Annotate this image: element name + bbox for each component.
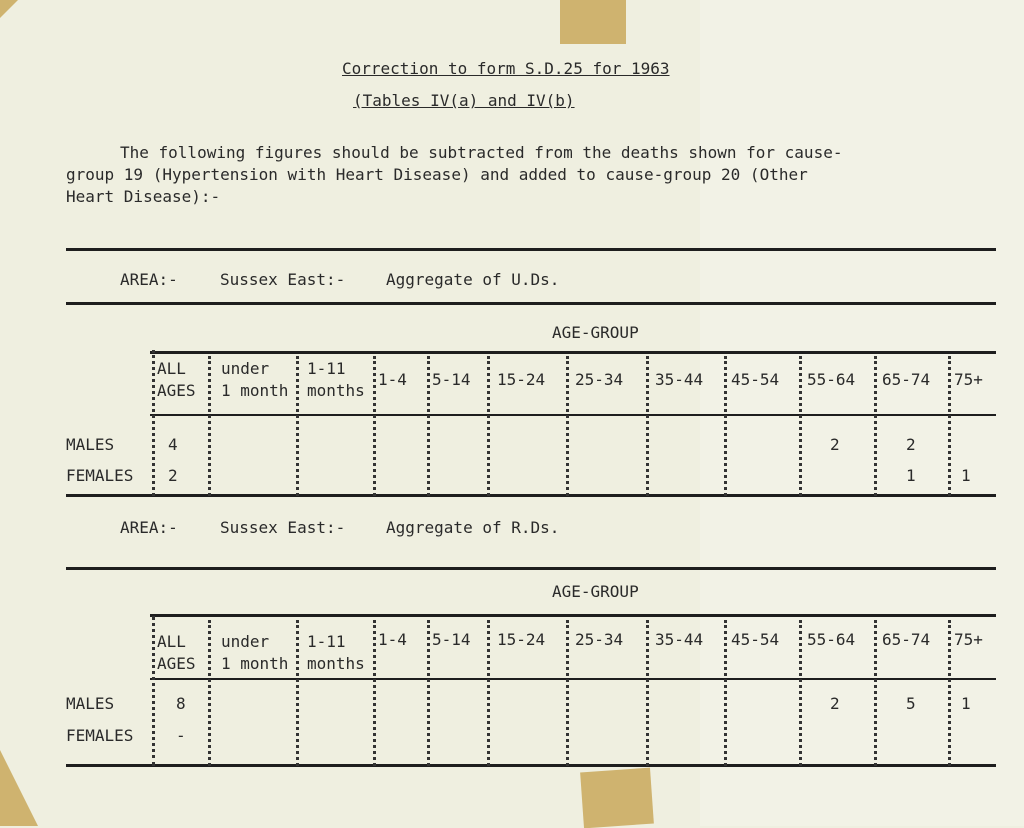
header-bottom-rule (150, 414, 996, 416)
table-top-rule (66, 302, 996, 305)
tape-corner-bottom-left (0, 750, 38, 826)
cell-65-74: 1 (906, 466, 916, 485)
column-divider (724, 620, 727, 766)
column-divider (487, 620, 490, 766)
col-header: 15-24 (497, 370, 546, 389)
page-fold-shade (700, 0, 1024, 826)
column-divider (296, 620, 299, 766)
column-divider (296, 356, 299, 496)
column-divider (427, 356, 430, 496)
cell-65-74: 2 (906, 435, 916, 454)
column-divider (152, 616, 155, 766)
document-subtitle: (Tables IV(a) and IV(b) (353, 91, 575, 110)
col-header: under 1 month (221, 632, 289, 673)
section-divider (66, 248, 996, 251)
col-header: 75+ (954, 370, 983, 389)
col-header: ALL AGES (157, 632, 196, 673)
column-divider (948, 356, 951, 496)
col-header: under 1 month (221, 359, 289, 400)
header-top-rule (150, 614, 996, 617)
column-divider (874, 620, 877, 766)
area-label: AREA:- (120, 270, 178, 289)
cell-65-74: 5 (906, 694, 916, 713)
col-header: 35-44 (655, 370, 704, 389)
tape-bottom (580, 768, 654, 828)
column-divider (566, 356, 569, 496)
area-label: AREA:- (120, 518, 178, 537)
column-divider (566, 620, 569, 766)
cell-all-ages: 8 (176, 694, 186, 713)
col-header: 1-4 (378, 630, 407, 649)
cell-all-ages: 2 (168, 466, 178, 485)
column-divider (152, 350, 155, 496)
row-label-males: MALES (66, 694, 115, 713)
intro-line-3: Heart Disease):- (66, 187, 221, 206)
col-header: 25-34 (575, 370, 624, 389)
column-divider (799, 620, 802, 766)
column-divider (373, 620, 376, 766)
column-divider (646, 356, 649, 496)
col-header: 15-24 (497, 630, 546, 649)
column-divider (373, 356, 376, 496)
col-header: 1-11 months (307, 632, 365, 673)
cell-75-plus: 1 (961, 694, 971, 713)
cell-55-64: 2 (830, 435, 840, 454)
column-divider (874, 356, 877, 496)
column-divider (948, 620, 951, 766)
table-bottom-rule (66, 764, 996, 767)
row-label-females: FEMALES (66, 466, 134, 485)
col-header: 5-14 (432, 370, 471, 389)
column-divider (799, 356, 802, 496)
area-detail: Aggregate of U.Ds. (386, 270, 560, 289)
col-header: 5-14 (432, 630, 471, 649)
col-header: 1-4 (378, 370, 407, 389)
tape-corner-top-left (0, 0, 18, 18)
col-header: 25-34 (575, 630, 624, 649)
header-bottom-rule (150, 678, 996, 680)
column-divider (208, 356, 211, 496)
cell-75-plus: 1 (961, 466, 971, 485)
header-top-rule (150, 351, 996, 354)
age-group-heading: AGE-GROUP (552, 582, 639, 601)
column-divider (208, 620, 211, 766)
intro-line-2: group 19 (Hypertension with Heart Disease) and added to cause-group 20 (Other (66, 165, 808, 184)
col-header: 55-64 (807, 370, 856, 389)
col-header: 35-44 (655, 630, 704, 649)
cell-55-64: 2 (830, 694, 840, 713)
area-name: Sussex East:- (220, 270, 346, 289)
table-top-rule (66, 567, 996, 570)
col-header: 1-11 months (307, 359, 365, 400)
intro-line-1: The following figures should be subtracted from the deaths shown for cause- (120, 143, 843, 162)
column-divider (724, 356, 727, 496)
column-divider (646, 620, 649, 766)
col-header: 55-64 (807, 630, 856, 649)
col-header: 65-74 (882, 630, 931, 649)
row-label-females: FEMALES (66, 726, 134, 745)
table-bottom-rule (66, 494, 996, 497)
row-label-males: MALES (66, 435, 115, 454)
area-detail: Aggregate of R.Ds. (386, 518, 560, 537)
col-header: 45-54 (731, 370, 780, 389)
document-title: Correction to form S.D.25 for 1963 (342, 59, 670, 78)
column-divider (487, 356, 490, 496)
col-header: ALL AGES (157, 359, 196, 400)
age-group-heading: AGE-GROUP (552, 323, 639, 342)
column-divider (427, 620, 430, 766)
cell-all-ages: 4 (168, 435, 178, 454)
cell-all-ages: - (176, 726, 186, 745)
col-header: 65-74 (882, 370, 931, 389)
tape-top (560, 0, 626, 44)
area-name: Sussex East:- (220, 518, 346, 537)
col-header: 75+ (954, 630, 983, 649)
col-header: 45-54 (731, 630, 780, 649)
